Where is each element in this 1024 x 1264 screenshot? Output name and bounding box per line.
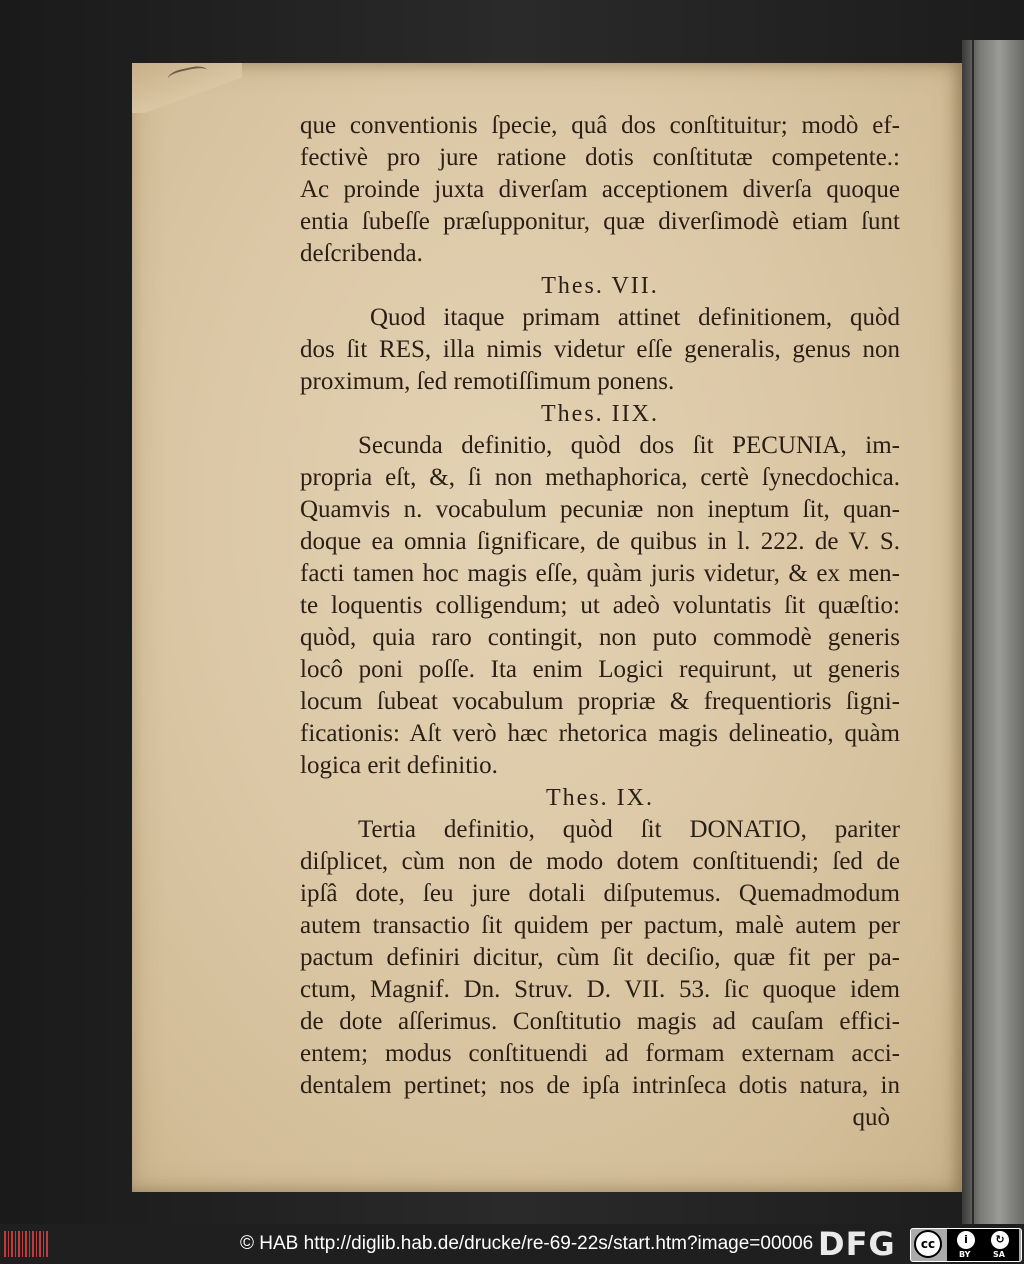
text-line: ficationis: Aſt verò hæc rhetorica magis delineatio, quàm bbox=[300, 720, 900, 747]
sa-label: SA bbox=[993, 1250, 1005, 1259]
share-alike-icon: ↻ bbox=[991, 1231, 1009, 1249]
attribution-icon: i bbox=[957, 1231, 975, 1249]
text-line: ctum, Magnif. Dn. Struv. D. VII. 53. ſic quoque idem bbox=[300, 976, 900, 1003]
text-line: proximum, ſed remotiſſimum ponens. bbox=[300, 368, 675, 395]
text-line: propria eſt, &, ſi non methaphorica, certè ſynecdochica. bbox=[300, 464, 900, 491]
text-line: logica erit definitio. bbox=[300, 752, 498, 779]
thesis-heading-7: Thes. VII. bbox=[541, 273, 659, 299]
text-line: te loquentis colligendum; ut adeò voluntatis ſit quæſtio: bbox=[300, 592, 900, 619]
page-text bbox=[300, 110, 900, 1134]
text-line: Secunda definitio, quòd dos ſit PECUNIA, im- bbox=[358, 432, 900, 459]
dfg-logo[interactable]: DFG bbox=[818, 1225, 896, 1263]
cc-icon: cc bbox=[914, 1230, 942, 1258]
text-line: autem transactio ſit quidem per pactum, malè autem per bbox=[300, 912, 900, 939]
thesis-heading-8: Thes. IIX. bbox=[541, 401, 659, 427]
copyright-url[interactable]: © HAB http://diglib.hab.de/drucke/re-69-22s/start.htm?image=00006 bbox=[240, 1233, 814, 1254]
thesis-heading-9: Thes. IX. bbox=[546, 785, 654, 811]
catchword: quò bbox=[852, 1104, 890, 1131]
text-line: dentalem pertinet; nos de ipſa intrinſeca dotis natura, in bbox=[300, 1072, 900, 1099]
text-line: locô poni poſſe. Ita enim Logici requirunt, ut generis bbox=[300, 656, 900, 683]
text-line: que conventionis ſpecie, quâ dos conſtituitur; modò ef- bbox=[300, 112, 900, 139]
text-line: deſcribenda. bbox=[300, 240, 423, 267]
text-line: Tertia definitio, quòd ſit DONATIO, pariter bbox=[358, 816, 900, 843]
text-line: Quod itaque primam attinet definitionem, quòd bbox=[370, 304, 900, 331]
footer-bar bbox=[0, 1224, 1024, 1264]
text-line: entem; modus conſtituendi ad formam externam acci- bbox=[300, 1040, 900, 1067]
text-line: ipſâ dote, ſeu jure dotali diſputemus. Quemadmodum bbox=[300, 880, 900, 907]
book-edge bbox=[962, 40, 1024, 1224]
text-line: de dote aſſerimus. Conſtitutio magis ad cauſam effici- bbox=[300, 1008, 900, 1035]
text-line: Quamvis n. vocabulum pecuniæ non ineptum ſit, quan- bbox=[300, 496, 900, 523]
text-line: locum ſubeat vocabulum propriæ & frequentioris ſigni- bbox=[300, 688, 900, 715]
cc-license-badge[interactable] bbox=[910, 1228, 1022, 1262]
text-line: fectivè pro jure ratione dotis conſtitutæ competente.: bbox=[300, 144, 900, 171]
by-label: BY bbox=[959, 1250, 971, 1259]
text-line: dos ſit RES, illa nimis videtur eſſe generalis, genus non bbox=[300, 336, 900, 363]
text-line: Ac proinde juxta diverſam acceptionem diverſa quoque bbox=[300, 176, 900, 203]
text-line: pactum definiri dicitur, cùm ſit deciſio, quæ fit per pa- bbox=[300, 944, 900, 971]
text-line: entia ſubeſſe præſupponitur, quæ diverſimodè etiam ſunt bbox=[300, 208, 900, 235]
text-line: quòd, quia raro contingit, non puto commodè generis bbox=[300, 624, 900, 651]
license-icons bbox=[947, 1229, 1019, 1261]
text-line: doque ea omnia ſignificare, de quibus in l. 222. de V. S. bbox=[300, 528, 900, 555]
text-line: facti tamen hoc magis eſſe, quàm juris videtur, & ex men- bbox=[300, 560, 900, 587]
hab-barcode-icon[interactable] bbox=[4, 1231, 48, 1257]
text-line: diſplicet, cùm non de modo dotem conſtituendi; ſed de bbox=[300, 848, 900, 875]
